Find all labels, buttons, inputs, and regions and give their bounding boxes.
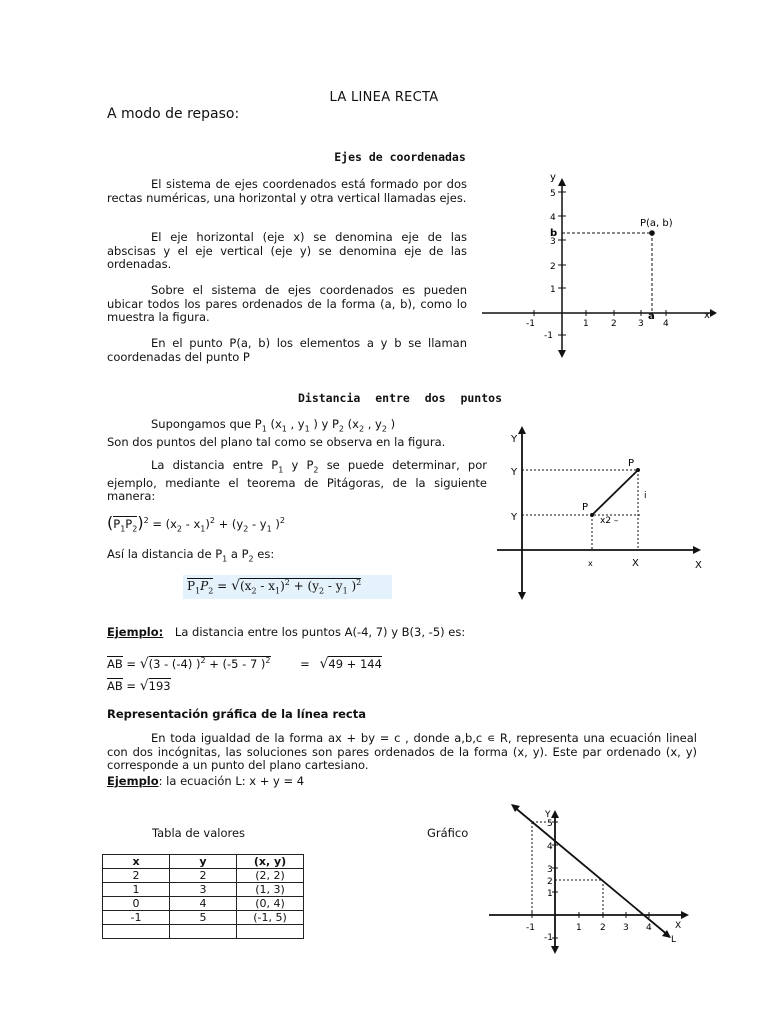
line-paragraph-1: En toda igualdad de la forma ax + by = c , donde a,b,c ∊ R, representa una ecuación lineal con dos incógnitas, las soluciones son pares ordenados de la forma (x, y). Este par ordenado (x, y) corresponde a un punto del plano cartesiano. <box>107 731 697 772</box>
y-axis-label: y <box>550 172 556 183</box>
table-caption: Tabla de valores <box>152 826 246 840</box>
x-axis-label: X <box>695 560 702 571</box>
example-1-line-1: AB = √(3 - (-4) )$^2$ + (-5 - 7 )$^2$ = √49 + 144 <box>107 656 382 672</box>
page-subtitle: A modo de repaso: <box>107 106 240 122</box>
y-axis-arrow-bottom <box>551 946 559 954</box>
x-tick-label: 1 <box>583 319 589 329</box>
y-tick-label: -1 <box>544 331 553 341</box>
table-cell: 2 <box>103 869 170 883</box>
table-cell: 5 <box>170 911 237 925</box>
line-l <box>513 806 669 936</box>
y-axis-label: Y <box>545 810 551 820</box>
table-cell <box>103 925 170 939</box>
table-row <box>103 869 304 883</box>
example-2-label: Ejemplo <box>107 774 159 788</box>
x-axis-arrow <box>693 546 701 554</box>
distance-paragraph-1: Supongamos que $P_1$ ($x_1$ , $y_1$ ) y $P_2$ ($x_2$ , $y_2$ ) Son dos puntos del plano tal como se observa en la figura. <box>107 417 446 449</box>
x-tick-label: -1 <box>526 319 535 329</box>
x-axis-label: x <box>704 310 710 321</box>
point-p <box>649 230 655 236</box>
y-tick-label: 4 <box>550 213 556 223</box>
page-title: LA LINEA RECTA <box>329 90 439 105</box>
x-tick-label: -1 <box>526 923 535 933</box>
b-label: b <box>550 228 558 239</box>
y-axis-arrow <box>551 810 559 818</box>
section-heading-distance: Distancia entre dos puntos <box>297 391 502 405</box>
distance-paragraph-3: Así la distancia de $P_1$ a $P_2$ es: <box>107 547 275 564</box>
y-tick-label: 5 <box>547 819 553 829</box>
table-cell: (-1, 5) <box>237 911 304 925</box>
y-tick-label: 4 <box>547 842 553 852</box>
column-header: x <box>103 855 170 869</box>
segment-p1p2 <box>592 470 638 515</box>
table-cell: 1 <box>103 883 170 897</box>
axes-paragraph-1: El sistema de ejes coordenados está formado por dos rectas numéricas, una horizontal y otra vertical llamadas ejes. <box>107 177 467 205</box>
x-axis-arrow <box>710 309 717 317</box>
table-cell <box>237 925 304 939</box>
x-tick-label: X <box>632 558 639 569</box>
x-tick-label: 4 <box>646 923 652 933</box>
x-tick-label: 3 <box>623 923 629 933</box>
distance-paragraph-2: La distancia entre $P_1$ y $P_2$ se puede determinar, por ejemplo, mediante el teorema de Pitágoras, de la siguiente manera: <box>107 458 487 504</box>
y-tick-label: 5 <box>550 189 556 199</box>
table-cell: 0 <box>103 897 170 911</box>
example-2-text: : la ecuación L: x + y = 4 <box>158 774 305 788</box>
y-axis-arrow-bottom <box>518 592 526 600</box>
y-axis-arrow <box>518 426 526 434</box>
y-axis-label: Y <box>511 434 518 445</box>
point-p1-label: P <box>582 502 589 513</box>
point-p-label: P(a, b) <box>640 218 673 229</box>
x-axis-label: X <box>675 921 682 931</box>
y-tick-label: 3 <box>550 237 556 247</box>
graph-caption: Gráfico <box>427 826 469 840</box>
distance-formula-box: $P_1P_2 = √(x_2 - x_1)^2 + (y_2 - y_1$ )$^2$ <box>183 575 392 599</box>
y-tick-label: -1 <box>544 933 553 943</box>
x-tick-label: 1 <box>576 923 582 933</box>
y-tick-label: 2 <box>550 262 556 272</box>
x-tick-label: 3 <box>638 319 644 329</box>
table-cell <box>170 925 237 939</box>
table-cell: (2, 2) <box>237 869 304 883</box>
y-tick-label: 3 <box>547 865 553 875</box>
distance-figure <box>495 420 720 605</box>
x-tick-label: 4 <box>663 319 669 329</box>
table-cell: (1, 3) <box>237 883 304 897</box>
section-heading-line-graph: Representación gráfica de la línea recta <box>107 707 366 721</box>
table-cell: -1 <box>103 911 170 925</box>
table-cell: (0, 4) <box>237 897 304 911</box>
point-p1 <box>590 513 594 517</box>
point-p2 <box>636 468 640 472</box>
table-row <box>103 897 304 911</box>
example-2 <box>107 774 304 788</box>
values-table <box>102 854 304 939</box>
y-tick-label: Y <box>511 512 518 523</box>
table-cell: 4 <box>170 897 237 911</box>
axes-paragraph-2: El eje horizontal (eje x) se denomina eje de las abscisas y el eje vertical (eje y) se denomina eje de las ordenadas. <box>107 230 467 271</box>
x-axis-arrow <box>681 911 689 919</box>
line-graph-figure <box>485 800 705 960</box>
y-tick-label: 1 <box>550 285 556 295</box>
delta-y-label: i <box>644 491 647 501</box>
delta-x-label: x2 – <box>600 516 619 526</box>
table-cell: 2 <box>170 869 237 883</box>
axes-paragraph-3: Sobre el sistema de ejes coordenados es pueden ubicar todos los pares ordenados de la forma (a, b), como lo muestra la figura. <box>107 283 467 324</box>
line-l-label: L <box>671 935 677 945</box>
column-header: y <box>170 855 237 869</box>
example-1-label: Ejemplo: <box>107 625 164 639</box>
example-1-line-2: AB = √193 <box>107 678 171 694</box>
distance-formula-squared: $(P_1P_2)^2 = (x_2 - x_1)^2 + (y_2 - y_1$ )$^2$ <box>107 513 285 534</box>
section-heading-axes: Ejes de coordenadas <box>334 150 466 164</box>
a-label: a <box>648 311 655 322</box>
y-tick-label: 2 <box>547 877 553 887</box>
example-1-text: La distancia entre los puntos A(-4, 7) y B(3, -5) es: <box>174 625 466 639</box>
y-axis-arrow <box>558 178 566 186</box>
coordinate-axes-figure <box>470 168 720 363</box>
table-row <box>103 883 304 897</box>
y-tick-label: 1 <box>547 889 553 899</box>
table-header-row <box>103 855 304 869</box>
table-cell: 3 <box>170 883 237 897</box>
x-tick-label: 2 <box>600 923 606 933</box>
table-row <box>103 925 304 939</box>
y-axis-arrow-bottom <box>558 350 566 358</box>
x-tick-label: x <box>588 559 593 568</box>
point-p2-label: P <box>628 458 635 469</box>
example-1 <box>107 625 465 639</box>
x-tick-label: 2 <box>611 319 617 329</box>
table-row <box>103 911 304 925</box>
column-header: (x, y) <box>237 855 304 869</box>
y-tick-label: Y <box>511 467 518 478</box>
axes-paragraph-4: En el punto P(a, b) los elementos a y b se llaman coordenadas del punto P <box>107 336 467 364</box>
